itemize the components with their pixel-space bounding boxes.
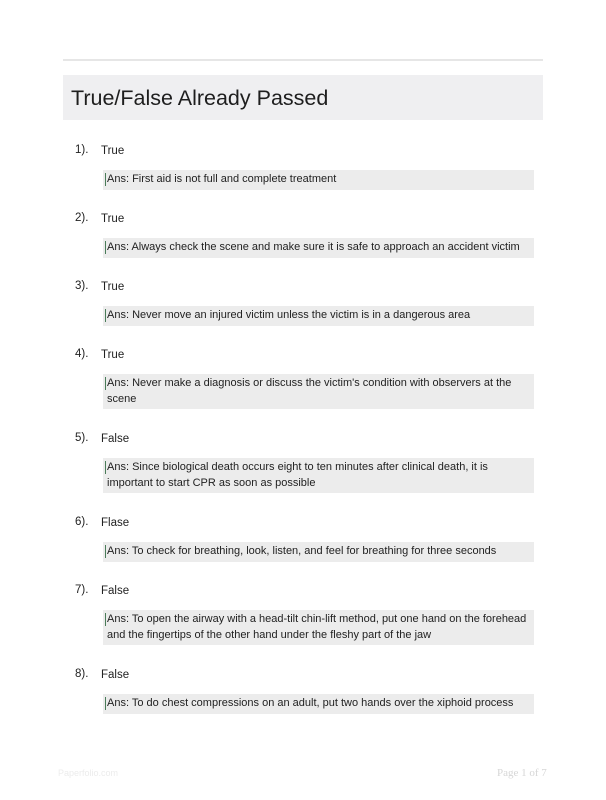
quote-bar	[105, 173, 106, 186]
item-explanation-text: Ans: To check for breathing, look, listen, and feel for breathing for three seconds	[107, 545, 497, 557]
item-number: 3).	[75, 280, 89, 292]
item-answer: False	[101, 585, 130, 597]
item-explanation-text: Ans: Since biological death occurs eight to ten minutes after clinical death, it is important to start CPR as soon as possible	[107, 461, 488, 489]
item-number: 1).	[75, 144, 89, 156]
quote-bar	[105, 613, 106, 626]
answer-list	[63, 0, 543, 800]
item-explanation-text: Ans: Never make a diagnosis or discuss the victim's condition with observers at the scene	[107, 377, 512, 405]
item-answer: True	[101, 281, 125, 293]
item-explanation-text: Ans: Never move an injured victim unless the victim is in a dangerous area	[107, 309, 471, 321]
item-explanation	[103, 170, 534, 190]
item-explanation-text: Ans: First aid is not full and complete treatment	[107, 173, 337, 185]
item-number: 5).	[75, 432, 89, 444]
item-number: 7).	[75, 584, 89, 596]
item-explanation	[103, 610, 534, 645]
item-explanation	[103, 374, 534, 409]
item-number: 8).	[75, 668, 89, 680]
item-number: 6).	[75, 516, 89, 528]
item-answer: Flase	[101, 517, 130, 529]
page-title: True/False Already Passed	[71, 86, 329, 110]
item-explanation-text: Ans: To open the airway with a head-tilt chin-lift method, put one hand on the forehead and the fingertips of the other hand under the fleshy part of the jaw	[107, 613, 527, 641]
quote-bar	[105, 545, 106, 558]
item-explanation	[103, 306, 534, 326]
item-explanation-text: Ans: To do chest compressions on an adult, put two hands over the xiphoid process	[107, 697, 514, 709]
quote-bar	[105, 377, 106, 390]
item-answer: False	[101, 669, 130, 681]
footer-page-number: Page 1 of 7	[497, 767, 547, 779]
item-number: 2).	[75, 212, 89, 224]
item-answer: True	[101, 145, 125, 157]
item-answer: True	[101, 349, 125, 361]
item-answer: True	[101, 213, 125, 225]
item-explanation-text: Ans: Always check the scene and make sure it is safe to approach an accident victim	[107, 241, 520, 253]
item-explanation	[103, 238, 534, 258]
footer-site-watermark: Paperfolio.com	[58, 768, 119, 778]
quote-bar	[105, 697, 106, 710]
item-answer: False	[101, 433, 130, 445]
quote-bar	[105, 241, 106, 254]
quote-bar	[105, 309, 106, 322]
item-explanation	[103, 694, 534, 714]
item-number: 4).	[75, 348, 89, 360]
quote-bar	[105, 461, 106, 474]
item-explanation	[103, 542, 534, 562]
item-explanation	[103, 458, 534, 493]
